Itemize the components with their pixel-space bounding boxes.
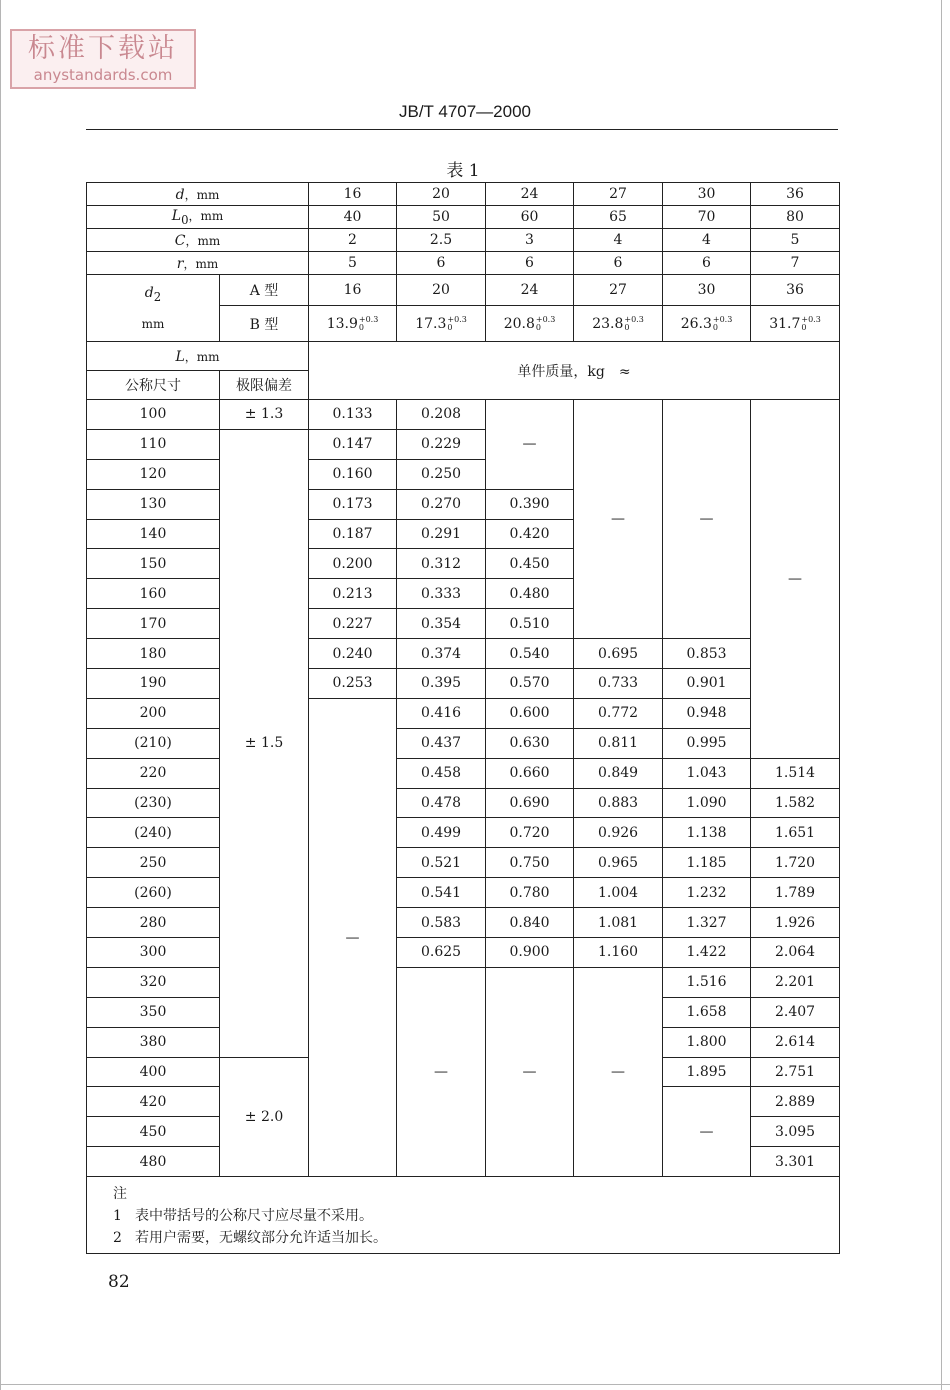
mass-value: 1.658 bbox=[663, 997, 751, 1027]
label-d2-sub: 2 bbox=[153, 289, 162, 304]
d2b-value: 17.3 bbox=[415, 315, 447, 332]
length-value: 280 bbox=[87, 908, 220, 938]
label-d2 bbox=[87, 275, 220, 342]
tolerance-upper: +0.3 bbox=[801, 314, 821, 324]
label-d-unit: ，mm bbox=[184, 187, 220, 202]
cell-C-4: 4 bbox=[663, 229, 751, 252]
mass-value: 0.600 bbox=[486, 698, 574, 728]
data-row bbox=[87, 967, 840, 997]
tolerance-upper: +0.3 bbox=[535, 314, 556, 324]
mass-value: 0.253 bbox=[309, 669, 397, 699]
mass-value: 0.900 bbox=[486, 938, 574, 968]
mass-value: 1.789 bbox=[751, 878, 840, 908]
mass-value: 2.407 bbox=[751, 997, 840, 1027]
d2b-value: 13.9 bbox=[326, 315, 358, 332]
row-notes bbox=[87, 1177, 840, 1254]
mass-value: 0.840 bbox=[486, 908, 574, 938]
tolerance-lower: 0 bbox=[712, 322, 718, 332]
mass-value: 0.480 bbox=[486, 579, 574, 609]
data-row bbox=[87, 758, 840, 788]
cell-d-1: 20 bbox=[397, 183, 486, 206]
cell-L0-2: 60 bbox=[486, 206, 574, 229]
length-value: 100 bbox=[87, 400, 220, 430]
tolerance-lower: 0 bbox=[358, 322, 364, 332]
cell-r-4: 6 bbox=[663, 252, 751, 275]
data-row bbox=[87, 788, 840, 818]
mass-value: 0.926 bbox=[574, 818, 663, 848]
tolerance-upper: +0.3 bbox=[624, 314, 644, 324]
cell-d-2: 24 bbox=[486, 183, 574, 206]
data-row bbox=[87, 698, 840, 728]
row-d2-a bbox=[87, 275, 840, 306]
mass-value: 3.095 bbox=[751, 1117, 840, 1147]
mass-value: 1.232 bbox=[663, 878, 751, 908]
tolerance bbox=[713, 316, 732, 332]
note-text: 若用户需要，无螺纹部分允许适当加长。 bbox=[135, 1230, 387, 1247]
data-row bbox=[87, 669, 840, 699]
mass-value: 1.800 bbox=[663, 1027, 751, 1057]
tolerance-lower: 0 bbox=[447, 322, 453, 332]
mass-value: 2.201 bbox=[751, 967, 840, 997]
length-value: 150 bbox=[87, 549, 220, 579]
tolerance-lower: 0 bbox=[801, 322, 807, 332]
label-C-unit: ，mm bbox=[185, 233, 221, 248]
label-d2-symbol-wrap bbox=[87, 285, 219, 304]
cell-d2a-2: 24 bbox=[486, 275, 574, 306]
cell-C-1: 2.5 bbox=[397, 229, 486, 252]
mass-value: 0.570 bbox=[486, 669, 574, 699]
mass-value: 1.004 bbox=[574, 878, 663, 908]
label-L0-unit: ，mm bbox=[188, 209, 224, 224]
mass-value: 0.229 bbox=[397, 429, 486, 459]
mass-value: 0.450 bbox=[486, 549, 574, 579]
watermark-stamp bbox=[10, 29, 196, 89]
length-value: 110 bbox=[87, 429, 220, 459]
cell-L0-0: 40 bbox=[309, 206, 397, 229]
length-value: (210) bbox=[87, 728, 220, 758]
note-text: 表中带括号的公称尺寸应尽量不采用。 bbox=[135, 1208, 373, 1225]
data-row bbox=[87, 848, 840, 878]
mass-value: 0.780 bbox=[486, 878, 574, 908]
cell-r-3: 6 bbox=[574, 252, 663, 275]
mass-value: 0.374 bbox=[397, 639, 486, 669]
mass-value: 0.772 bbox=[574, 698, 663, 728]
mass-value: 0.395 bbox=[397, 669, 486, 699]
row-d bbox=[87, 183, 840, 206]
label-d bbox=[87, 183, 309, 206]
mass-value: 0.521 bbox=[397, 848, 486, 878]
scan-edge-left bbox=[0, 0, 1, 1390]
mass-value: 2.751 bbox=[751, 1057, 840, 1087]
label-type-a: A 型 bbox=[220, 275, 309, 306]
mass-value: 1.081 bbox=[574, 908, 663, 938]
length-value: 320 bbox=[87, 967, 220, 997]
label-L-unit: ，mm bbox=[184, 349, 220, 364]
page-number: 82 bbox=[108, 1272, 130, 1292]
mass-value: 0.478 bbox=[397, 788, 486, 818]
tolerance-upper: +0.3 bbox=[358, 314, 379, 324]
cell-d2a-3: 27 bbox=[574, 275, 663, 306]
mass-value: 0.720 bbox=[486, 818, 574, 848]
length-value: 190 bbox=[87, 669, 220, 699]
mass-value: 3.301 bbox=[751, 1147, 840, 1177]
mass-value: 1.138 bbox=[663, 818, 751, 848]
mass-value: 0.458 bbox=[397, 758, 486, 788]
mass-value: 1.651 bbox=[751, 818, 840, 848]
label-C-symbol: C bbox=[174, 232, 186, 249]
length-value: 140 bbox=[87, 519, 220, 549]
mass-value: 0.630 bbox=[486, 728, 574, 758]
cell-d2b-1 bbox=[397, 306, 486, 342]
row-C bbox=[87, 229, 840, 252]
dash-cell: — bbox=[663, 1087, 751, 1177]
cell-C-5: 5 bbox=[751, 229, 840, 252]
mass-value: 0.583 bbox=[397, 908, 486, 938]
cell-L0-4: 70 bbox=[663, 206, 751, 229]
deviation-value: ± 2.0 bbox=[220, 1057, 309, 1177]
mass-value: 1.514 bbox=[751, 758, 840, 788]
length-value: 180 bbox=[87, 639, 220, 669]
row-r bbox=[87, 252, 840, 275]
mass-value: 0.965 bbox=[574, 848, 663, 878]
dash-cell: — bbox=[486, 967, 574, 1176]
label-r bbox=[87, 252, 309, 275]
mass-value: 1.160 bbox=[574, 938, 663, 968]
row-L0 bbox=[87, 206, 840, 229]
mass-value: 0.901 bbox=[663, 669, 751, 699]
mass-value: 1.516 bbox=[663, 967, 751, 997]
length-value: 130 bbox=[87, 489, 220, 519]
mass-value: 0.437 bbox=[397, 728, 486, 758]
header-rule bbox=[86, 129, 838, 130]
cell-d2a-1: 20 bbox=[397, 275, 486, 306]
cell-L0-1: 50 bbox=[397, 206, 486, 229]
length-value: 420 bbox=[87, 1087, 220, 1117]
mass-value: 0.948 bbox=[663, 698, 751, 728]
mass-value: 0.995 bbox=[663, 728, 751, 758]
cell-d2b-0 bbox=[309, 306, 397, 342]
length-value: 350 bbox=[87, 997, 220, 1027]
cell-d2a-5: 36 bbox=[751, 275, 840, 306]
label-L0 bbox=[87, 206, 309, 229]
header-nominal-size: 公称尺寸 bbox=[87, 371, 220, 400]
dash-cell: — bbox=[574, 967, 663, 1176]
mass-value: 0.200 bbox=[309, 549, 397, 579]
length-value: 450 bbox=[87, 1117, 220, 1147]
label-L0-symbol: L bbox=[171, 208, 182, 225]
mass-value: 0.541 bbox=[397, 878, 486, 908]
mass-value: 0.510 bbox=[486, 609, 574, 639]
data-row bbox=[87, 728, 840, 758]
mass-value: 0.750 bbox=[486, 848, 574, 878]
tolerance-upper: +0.3 bbox=[447, 314, 467, 324]
mass-value: 0.853 bbox=[663, 639, 751, 669]
length-value: (260) bbox=[87, 878, 220, 908]
dash-cell: — bbox=[309, 698, 397, 1176]
mass-value: 0.499 bbox=[397, 818, 486, 848]
mass-value: 0.250 bbox=[397, 459, 486, 489]
d2b-value: 31.7 bbox=[769, 315, 801, 332]
dash-cell: — bbox=[574, 400, 663, 639]
mass-value: 0.333 bbox=[397, 579, 486, 609]
label-L-symbol: L bbox=[175, 348, 185, 365]
tolerance bbox=[624, 316, 643, 332]
length-value: 200 bbox=[87, 698, 220, 728]
mass-value: 0.173 bbox=[309, 489, 397, 519]
note-number: 1 bbox=[113, 1208, 122, 1225]
d2b-value: 20.8 bbox=[503, 315, 535, 332]
watermark-cn: 标准下载站 bbox=[28, 33, 178, 64]
tolerance-upper: +0.3 bbox=[712, 314, 733, 324]
data-row bbox=[87, 938, 840, 968]
label-d-symbol: d bbox=[175, 186, 185, 203]
mass-value: 1.327 bbox=[663, 908, 751, 938]
mass-value: 1.582 bbox=[751, 788, 840, 818]
cell-d-3: 27 bbox=[574, 183, 663, 206]
mass-value: 0.420 bbox=[486, 519, 574, 549]
mass-value: 0.625 bbox=[397, 938, 486, 968]
length-value: 300 bbox=[87, 938, 220, 968]
mass-value: 0.291 bbox=[397, 519, 486, 549]
scan-edge-right bbox=[941, 0, 942, 1390]
label-C bbox=[87, 229, 309, 252]
cell-C-0: 2 bbox=[309, 229, 397, 252]
data-row bbox=[87, 818, 840, 848]
data-row bbox=[87, 400, 840, 430]
mass-value: 0.540 bbox=[486, 639, 574, 669]
notes-cell bbox=[87, 1177, 840, 1254]
tolerance bbox=[536, 316, 555, 332]
mass-value: 0.133 bbox=[309, 400, 397, 430]
mass-value: 0.354 bbox=[397, 609, 486, 639]
mass-value: 0.147 bbox=[309, 429, 397, 459]
mass-value: 0.695 bbox=[574, 639, 663, 669]
data-row bbox=[87, 908, 840, 938]
mass-value: 1.895 bbox=[663, 1057, 751, 1087]
note-line bbox=[113, 1205, 809, 1227]
mass-value: 0.733 bbox=[574, 669, 663, 699]
tolerance-lower: 0 bbox=[535, 322, 541, 332]
tolerance bbox=[801, 316, 820, 332]
label-r-symbol: r bbox=[176, 255, 184, 272]
header-limit-deviation: 极限偏差 bbox=[220, 371, 309, 400]
mass-value: 0.416 bbox=[397, 698, 486, 728]
length-value: 120 bbox=[87, 459, 220, 489]
note-line bbox=[113, 1227, 809, 1249]
length-value: 380 bbox=[87, 1027, 220, 1057]
label-r-unit: ，mm bbox=[183, 256, 219, 271]
length-value: (230) bbox=[87, 788, 220, 818]
mass-value: 0.240 bbox=[309, 639, 397, 669]
dash-cell: — bbox=[751, 400, 840, 759]
mass-value: 0.660 bbox=[486, 758, 574, 788]
cell-C-3: 4 bbox=[574, 229, 663, 252]
label-type-b: B 型 bbox=[220, 306, 309, 342]
length-value: 250 bbox=[87, 848, 220, 878]
tolerance-lower: 0 bbox=[624, 322, 630, 332]
cell-d2a-4: 30 bbox=[663, 275, 751, 306]
cell-r-1: 6 bbox=[397, 252, 486, 275]
watermark-en: anystandards.com bbox=[33, 66, 173, 84]
tolerance bbox=[359, 316, 378, 332]
mass-value: 0.213 bbox=[309, 579, 397, 609]
mass-value: 0.227 bbox=[309, 609, 397, 639]
mass-value: 0.187 bbox=[309, 519, 397, 549]
cell-d2b-5 bbox=[751, 306, 840, 342]
mass-value: 2.889 bbox=[751, 1087, 840, 1117]
cell-d2a-0: 16 bbox=[309, 275, 397, 306]
mass-value: 1.185 bbox=[663, 848, 751, 878]
mass-value: 1.043 bbox=[663, 758, 751, 788]
mass-value: 1.926 bbox=[751, 908, 840, 938]
cell-L0-5: 80 bbox=[751, 206, 840, 229]
dash-cell: — bbox=[663, 400, 751, 639]
length-value: 220 bbox=[87, 758, 220, 788]
data-row bbox=[87, 878, 840, 908]
mass-value: 1.090 bbox=[663, 788, 751, 818]
length-value: 170 bbox=[87, 609, 220, 639]
label-L0-sub: 0 bbox=[181, 212, 189, 227]
mass-value: 0.883 bbox=[574, 788, 663, 818]
notes-title: 注 bbox=[113, 1186, 127, 1203]
cell-d-5: 36 bbox=[751, 183, 840, 206]
d2b-value: 26.3 bbox=[680, 315, 712, 332]
tolerance bbox=[447, 316, 466, 332]
document-id: JB/T 4707—2000 bbox=[399, 102, 531, 121]
length-value: (240) bbox=[87, 818, 220, 848]
mass-value: 0.312 bbox=[397, 549, 486, 579]
mass-header: 单件质量，kg ≈ bbox=[309, 342, 840, 400]
scan-edge-bottom bbox=[0, 1384, 950, 1385]
label-L bbox=[87, 342, 309, 371]
cell-d2b-3 bbox=[574, 306, 663, 342]
mass-value: 0.208 bbox=[397, 400, 486, 430]
table-caption: 表 1 bbox=[446, 161, 480, 181]
dimension-mass-table bbox=[86, 182, 840, 1254]
dash-cell: — bbox=[486, 400, 574, 490]
mass-value: 2.614 bbox=[751, 1027, 840, 1057]
cell-r-2: 6 bbox=[486, 252, 574, 275]
cell-C-2: 3 bbox=[486, 229, 574, 252]
mass-value: 0.849 bbox=[574, 758, 663, 788]
cell-L0-3: 65 bbox=[574, 206, 663, 229]
cell-d-4: 30 bbox=[663, 183, 751, 206]
cell-d-0: 16 bbox=[309, 183, 397, 206]
cell-d2b-2 bbox=[486, 306, 574, 342]
cell-r-0: 5 bbox=[309, 252, 397, 275]
cell-r-5: 7 bbox=[751, 252, 840, 275]
mass-value: 1.422 bbox=[663, 938, 751, 968]
row-L-header bbox=[87, 342, 840, 371]
mass-value: 0.690 bbox=[486, 788, 574, 818]
label-d2-symbol: d bbox=[144, 284, 154, 301]
length-value: 480 bbox=[87, 1147, 220, 1177]
label-d2-unit: mm bbox=[141, 317, 165, 332]
deviation-value: ± 1.3 bbox=[220, 400, 309, 430]
cell-d2b-4 bbox=[663, 306, 751, 342]
length-value: 400 bbox=[87, 1057, 220, 1087]
mass-value: 0.390 bbox=[486, 489, 574, 519]
mass-value: 2.064 bbox=[751, 938, 840, 968]
mass-value: 1.720 bbox=[751, 848, 840, 878]
mass-value: 0.160 bbox=[309, 459, 397, 489]
note-number: 2 bbox=[113, 1230, 122, 1247]
mass-value: 0.811 bbox=[574, 728, 663, 758]
dash-cell: — bbox=[397, 967, 486, 1176]
data-row bbox=[87, 639, 840, 669]
length-value: 160 bbox=[87, 579, 220, 609]
mass-value: 0.270 bbox=[397, 489, 486, 519]
deviation-value: ± 1.5 bbox=[220, 429, 309, 1057]
d2b-value: 23.8 bbox=[592, 315, 624, 332]
